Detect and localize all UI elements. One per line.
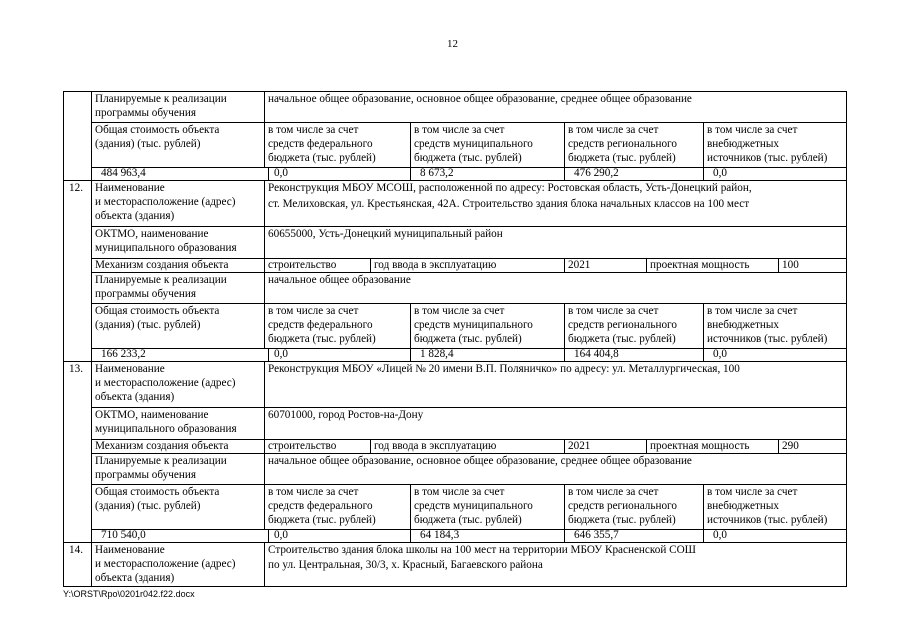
label-municipal: бюджета (тыс. рублей): [414, 152, 522, 164]
object-name: ст. Мелиховская, ул. Крестьянская, 42А. Строительство здания блока начальных классов на 100 мест: [268, 198, 750, 210]
vline: [646, 258, 647, 272]
label-name: объекта (здания): [95, 210, 175, 222]
label-regional: бюджета (тыс. рублей): [568, 152, 676, 164]
federal-value: 0,0: [274, 348, 288, 360]
oktmo-value: 60655000, Усть-Донецкий муниципальный район: [268, 228, 503, 240]
footer-path: Y:\ORST\Rpo\0201r042.f22.docx: [63, 589, 195, 599]
label-municipal: бюджета (тыс. рублей): [414, 333, 522, 345]
label-federal: средств федерального: [268, 500, 373, 512]
label-oktmo: ОКТМО, наименование: [95, 409, 209, 421]
label-planned: Планируемые к реализации: [95, 274, 227, 286]
label-mechanism: Механизм создания объекта: [95, 440, 229, 452]
vline: [564, 348, 565, 361]
total-value: 710 540,0: [101, 529, 146, 541]
vline: [778, 258, 779, 272]
label-municipal: средств муниципального: [414, 500, 533, 512]
label-oktmo: муниципального образования: [95, 423, 237, 435]
label-planned: программы обучения: [95, 107, 196, 119]
label-name: Наименование: [95, 182, 165, 194]
vline: [410, 167, 411, 180]
label-regional: средств регионального: [568, 138, 677, 150]
label-federal: средств федерального: [268, 138, 373, 150]
vline: [703, 122, 704, 168]
vline: [264, 542, 265, 586]
label-planned: Планируемые к реализации: [95, 93, 227, 105]
programs-value: начальное общее образование, основное общее образование, среднее общее образование: [268, 93, 692, 105]
label-year: год ввода в эксплуатацию: [374, 440, 497, 452]
year-value: 2021: [568, 259, 591, 271]
vline: [268, 348, 269, 361]
row-number: 13.: [69, 363, 83, 375]
vline: [264, 180, 265, 348]
vline: [370, 439, 371, 453]
vline: [370, 258, 371, 272]
label-regional: в том числе за счет: [568, 305, 659, 317]
regional-value: 164 404,8: [574, 348, 619, 360]
row-number: 14.: [69, 544, 83, 556]
capacity-value: 100: [782, 259, 799, 271]
vline: [646, 439, 647, 453]
vline: [264, 361, 265, 529]
label-name: Наименование: [95, 544, 165, 556]
vline: [410, 484, 411, 530]
label-capacity: проектная мощность: [650, 259, 750, 271]
object-name: по ул. Центральная, 30/3, х. Красный, Багаевского района: [268, 559, 543, 571]
vline: [564, 258, 565, 272]
federal-value: 0,0: [274, 167, 288, 179]
object-name: Строительство здания блока школы на 100 мест на территории МБОУ Красненской СОШ: [268, 544, 696, 556]
label-year: год ввода в эксплуатацию: [374, 259, 497, 271]
label-regional: бюджета (тыс. рублей): [568, 333, 676, 345]
label-regional: средств регионального: [568, 319, 677, 331]
municipal-value: 8 673,2: [420, 167, 454, 179]
label-extra: в том числе за счет: [707, 486, 798, 498]
label-mechanism: Механизм создания объекта: [95, 259, 229, 271]
label-planned: Планируемые к реализации: [95, 455, 227, 467]
vline: [268, 167, 269, 180]
oktmo-value: 60701000, город Ростов-на-Дону: [268, 409, 424, 421]
label-name: и месторасположение (адрес): [95, 558, 236, 570]
label-federal: средств федерального: [268, 319, 373, 331]
municipal-value: 64 184,3: [420, 529, 460, 541]
vline: [410, 348, 411, 361]
label-extra: в том числе за счет: [707, 305, 798, 317]
label-cost: Общая стоимость объекта: [95, 305, 220, 317]
label-municipal: бюджета (тыс. рублей): [414, 514, 522, 526]
label-name: объекта (здания): [95, 391, 175, 403]
label-extra: источников (тыс. рублей): [707, 514, 828, 526]
label-extra: внебюджетных: [707, 319, 779, 331]
year-value: 2021: [568, 440, 591, 452]
vline: [564, 439, 565, 453]
label-municipal: средств муниципального: [414, 138, 533, 150]
vline: [703, 484, 704, 530]
vline: [703, 529, 704, 542]
hline: [63, 586, 846, 587]
label-name: объекта (здания): [95, 572, 175, 584]
label-capacity: проектная мощность: [650, 440, 750, 452]
label-federal: бюджета (тыс. рублей): [268, 514, 376, 526]
label-regional: средств регионального: [568, 500, 677, 512]
label-cost: (здания) (тыс. рублей): [95, 319, 201, 331]
label-extra: внебюджетных: [707, 500, 779, 512]
label-name: и месторасположение (адрес): [95, 377, 236, 389]
vline: [410, 529, 411, 542]
mechanism-value: строительство: [268, 259, 337, 271]
label-federal: в том числе за счет: [268, 124, 359, 136]
row-number: 12.: [69, 182, 83, 194]
hline: [91, 348, 846, 349]
label-planned: программы обучения: [95, 288, 196, 300]
vline: [703, 303, 704, 349]
label-regional: в том числе за счет: [568, 124, 659, 136]
hline: [91, 529, 846, 530]
regional-value: 646 355,7: [574, 529, 619, 541]
vline: [63, 91, 64, 587]
label-municipal: средств муниципального: [414, 319, 533, 331]
programs-value: начальное общее образование: [268, 274, 411, 286]
label-cost: (здания) (тыс. рублей): [95, 138, 201, 150]
federal-value: 0,0: [274, 529, 288, 541]
extra-value: 0,0: [713, 529, 727, 541]
vline: [564, 303, 565, 349]
vline: [564, 529, 565, 542]
vline: [778, 439, 779, 453]
object-name: Реконструкция МБОУ МСОШ, расположенной по адресу: Ростовская область, Усть-Донецкий район,: [268, 182, 752, 194]
label-municipal: в том числе за счет: [414, 486, 505, 498]
label-federal: бюджета (тыс. рублей): [268, 333, 376, 345]
label-cost: Общая стоимость объекта: [95, 486, 220, 498]
label-extra: источников (тыс. рублей): [707, 333, 828, 345]
label-municipal: в том числе за счет: [414, 124, 505, 136]
label-oktmo: ОКТМО, наименование: [95, 228, 209, 240]
label-cost: Общая стоимость объекта: [95, 124, 220, 136]
vline: [264, 91, 265, 168]
label-planned: программы обучения: [95, 469, 196, 481]
page-number: 12: [447, 38, 458, 50]
vline: [564, 122, 565, 168]
total-value: 166 233,2: [101, 348, 146, 360]
label-federal: в том числе за счет: [268, 486, 359, 498]
label-federal: в том числе за счет: [268, 305, 359, 317]
programs-value: начальное общее образование, основное общее образование, среднее общее образование: [268, 455, 692, 467]
vline: [846, 91, 847, 587]
vline: [703, 348, 704, 361]
label-oktmo: муниципального образования: [95, 242, 237, 254]
capacity-value: 290: [782, 440, 799, 452]
label-federal: бюджета (тыс. рублей): [268, 152, 376, 164]
vline: [564, 167, 565, 180]
label-extra: в том числе за счет: [707, 124, 798, 136]
label-extra: источников (тыс. рублей): [707, 152, 828, 164]
label-name: и месторасположение (адрес): [95, 196, 236, 208]
extra-value: 0,0: [713, 348, 727, 360]
vline: [410, 122, 411, 168]
label-municipal: в том числе за счет: [414, 305, 505, 317]
vline: [564, 484, 565, 530]
label-name: Наименование: [95, 363, 165, 375]
municipal-value: 1 828,4: [420, 348, 454, 360]
hline: [91, 167, 846, 168]
vline: [703, 167, 704, 180]
vline: [410, 303, 411, 349]
extra-value: 0,0: [713, 167, 727, 179]
mechanism-value: строительство: [268, 440, 337, 452]
label-regional: бюджета (тыс. рублей): [568, 514, 676, 526]
label-regional: в том числе за счет: [568, 486, 659, 498]
regional-value: 476 290,2: [574, 167, 619, 179]
object-name: Реконструкция МБОУ «Лицей № 20 имени В.П. Поляничко» по адресу: ул. Металлургическая, 100: [268, 363, 740, 375]
label-cost: (здания) (тыс. рублей): [95, 500, 201, 512]
vline: [268, 529, 269, 542]
label-extra: внебюджетных: [707, 138, 779, 150]
vline: [91, 91, 92, 587]
total-value: 484 963,4: [101, 167, 146, 179]
